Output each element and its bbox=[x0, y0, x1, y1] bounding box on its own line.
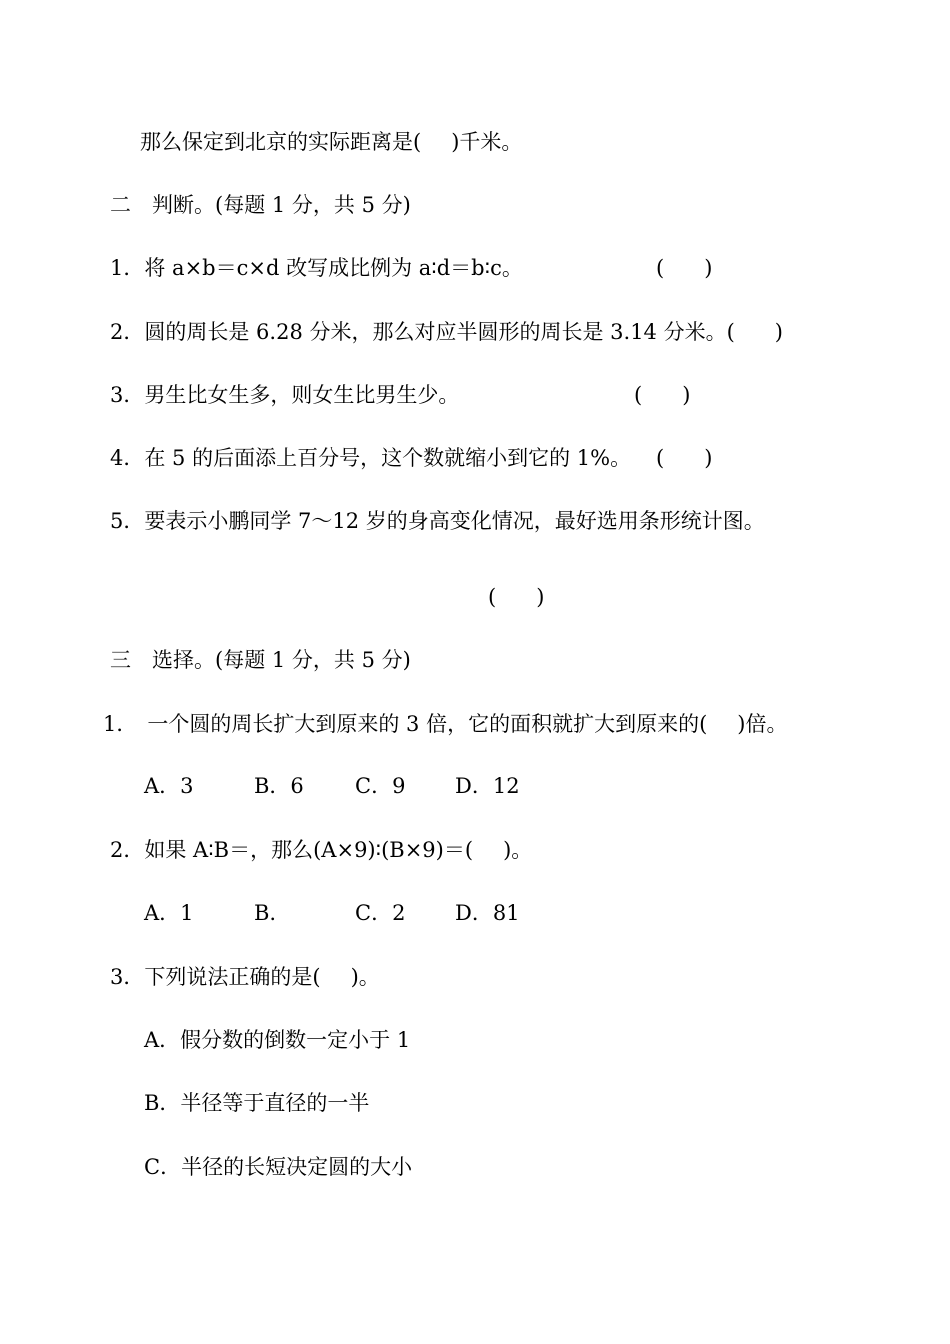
item-number: 5． bbox=[110, 509, 145, 533]
question-number: 2． bbox=[110, 838, 145, 862]
judge-item-3 bbox=[110, 381, 459, 409]
judge-item-2 bbox=[110, 318, 783, 346]
item-text: 要表示小鹏同学 7～12 岁的身高变化情况，最好选用条形统计图。 bbox=[144, 509, 765, 533]
question-text-after: )。 bbox=[503, 838, 533, 862]
item-number: 2． bbox=[110, 320, 145, 344]
item-answer-paren: ( ) bbox=[726, 320, 783, 344]
judge-item-5 bbox=[110, 507, 765, 535]
continuation-text-before: 那么保定到北京的实际距离是( bbox=[140, 130, 422, 154]
judge-item-1-answer-paren: ( ) bbox=[656, 256, 713, 280]
item-number: 1． bbox=[110, 256, 145, 280]
q2-option-b: B. bbox=[254, 901, 277, 925]
question-number: 3． bbox=[110, 965, 145, 989]
q3-option-c: C．半径的长短决定圆的大小 bbox=[144, 1155, 413, 1179]
question-number: 1． bbox=[103, 712, 138, 736]
section2-heading: 二 判断。(每题 1 分，共 5 分) bbox=[110, 193, 411, 217]
question-text-before: 一个圆的周长扩大到原来的 3 倍，它的面积就扩大到原来的( bbox=[147, 712, 708, 736]
choice-question-2 bbox=[110, 836, 532, 864]
judge-item-4 bbox=[110, 444, 631, 472]
q3-option-b: B．半径等于直径的一半 bbox=[144, 1091, 370, 1115]
question-text-before: 如果 A∶B＝，那么(A×9)∶(B×9)＝( bbox=[144, 838, 474, 862]
judge-item-4-answer-paren: ( ) bbox=[656, 446, 713, 470]
item-text: 在 5 的后面添上百分号，这个数就缩小到它的 1%。 bbox=[144, 446, 632, 470]
continuation-line bbox=[140, 128, 522, 156]
item-number: 4． bbox=[110, 446, 145, 470]
item-text: 将 a×b＝c×d 改写成比例为 a∶d＝b∶c。 bbox=[144, 256, 523, 280]
judge-item-1 bbox=[110, 254, 523, 282]
q1-option-a: A．3 bbox=[144, 774, 194, 798]
q1-option-d: D．12 bbox=[455, 774, 520, 798]
q2-option-a: A．1 bbox=[144, 901, 194, 925]
choice-question-1 bbox=[103, 710, 787, 738]
judge-item-3-answer-paren: ( ) bbox=[634, 383, 691, 407]
q1-option-c: C．9 bbox=[355, 774, 406, 798]
section3-heading: 三 选择。(每题 1 分，共 5 分) bbox=[110, 648, 411, 672]
q2-option-c: C．2 bbox=[355, 901, 406, 925]
item-number: 3． bbox=[110, 383, 145, 407]
judge-item-5-answer-paren: ( ) bbox=[488, 585, 545, 609]
item-text: 男生比女生多，则女生比男生少。 bbox=[144, 383, 460, 407]
item-text: 圆的周长是 6.28 分米，那么对应半圆形的周长是 3.14 分米。 bbox=[144, 320, 727, 344]
question-text-after: )。 bbox=[350, 965, 380, 989]
q3-option-a: A．假分数的倒数一定小于 1 bbox=[144, 1028, 411, 1052]
question-text-before: 下列说法正确的是( bbox=[144, 965, 321, 989]
q1-option-b: B．6 bbox=[254, 774, 304, 798]
question-text-after: )倍。 bbox=[737, 712, 788, 736]
choice-question-3 bbox=[110, 963, 380, 991]
continuation-text-after: )千米。 bbox=[451, 130, 523, 154]
q2-option-d: D．81 bbox=[455, 901, 520, 925]
